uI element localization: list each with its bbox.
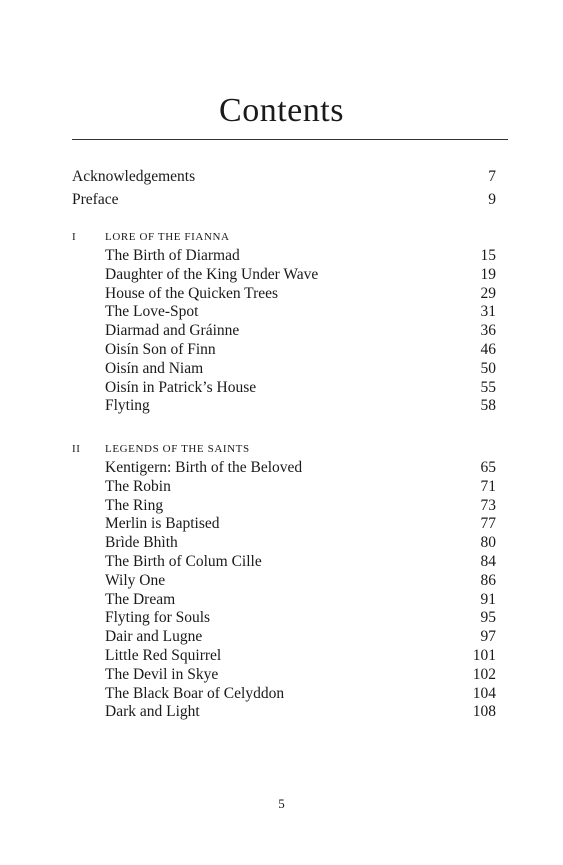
toc-entry-label: The Robin (105, 477, 171, 495)
toc-entry-page: 7 (488, 168, 496, 185)
toc-entry-label: Preface (72, 191, 119, 208)
toc-entry[interactable] (105, 703, 496, 722)
toc-entry-label: Little Red Squirrel (105, 646, 222, 664)
toc-entry-label: Brìde Bhìth (105, 534, 178, 552)
page-number: 5 (278, 796, 285, 811)
toc-entry[interactable] (105, 459, 496, 478)
toc-entry-page: 65 (480, 459, 496, 476)
toc-entry[interactable] (105, 360, 496, 379)
toc-entry-page: 50 (480, 359, 496, 377)
toc-entry-page: 102 (472, 665, 496, 683)
section-title: LEGENDS OF THE SAINTS (105, 443, 250, 455)
front-matter-list (72, 165, 496, 211)
toc-entry-page: 95 (480, 609, 496, 627)
toc-entry[interactable] (105, 685, 496, 704)
toc-entry[interactable] (105, 628, 496, 647)
toc-entry-label: The Dream (105, 590, 176, 608)
page-title: Contents (219, 92, 344, 129)
toc-entry-page: 80 (480, 534, 496, 552)
toc-entry-page: 77 (480, 515, 496, 533)
toc-entry-label: Daughter of the King Under Wave (105, 265, 319, 283)
toc-entry-label: The Devil in Skye (105, 665, 219, 683)
toc-entry[interactable] (105, 666, 496, 685)
toc-entry-label: Merlin is Baptised (105, 515, 220, 533)
toc-entry[interactable] (105, 266, 496, 285)
toc-entry-label: Oisín in Patrick’s House (105, 378, 257, 396)
toc-entry-label: The Love-Spot (105, 303, 199, 321)
toc-entry[interactable] (105, 591, 496, 610)
toc-entry[interactable] (105, 397, 496, 416)
toc-entry[interactable] (105, 247, 496, 266)
toc-entry-label: The Ring (105, 496, 164, 514)
toc-entry-page: 31 (480, 303, 496, 321)
toc-entry-label: Wily One (105, 571, 166, 589)
toc-entry-page: 15 (480, 247, 496, 264)
section-entries (72, 247, 496, 416)
toc-entry-page: 84 (480, 552, 496, 570)
section-heading (72, 439, 496, 459)
toc-entry[interactable] (72, 165, 496, 188)
toc-entry[interactable] (105, 303, 496, 322)
toc-entry-label: Kentigern: Birth of the Beloved (105, 459, 303, 476)
toc-entry-label: Diarmad and Gráinne (105, 322, 240, 340)
section-lore-of-the-fianna (72, 227, 496, 416)
toc-entry-page: 36 (480, 322, 496, 340)
section-legends-of-the-saints (72, 439, 496, 722)
toc-entry-label: Oisín and Niam (105, 359, 204, 377)
toc-entry[interactable] (105, 285, 496, 304)
toc-entry-page: 91 (480, 590, 496, 608)
toc-entry-label: House of the Quicken Trees (105, 284, 279, 302)
toc-entry[interactable] (105, 341, 496, 360)
section-number: I (72, 231, 77, 243)
toc-entry[interactable] (105, 553, 496, 572)
toc-entry-page: 46 (480, 340, 496, 358)
toc-entry[interactable] (105, 609, 496, 628)
toc-entry[interactable] (105, 647, 496, 666)
toc-entry-label: Flyting for Souls (105, 609, 211, 627)
toc-entry-label: Acknowledgements (72, 168, 196, 185)
toc-entry-page: 108 (472, 703, 496, 721)
toc-entry[interactable] (105, 497, 496, 516)
toc-entry-page: 71 (480, 477, 496, 495)
toc-entry-label: Oisín Son of Finn (105, 340, 216, 358)
toc-entry[interactable] (105, 515, 496, 534)
toc-entry-label: Flyting (105, 397, 150, 415)
toc-entry-page: 58 (480, 397, 496, 415)
toc-entry-page: 19 (480, 265, 496, 283)
toc-entry[interactable] (105, 534, 496, 553)
toc-entry[interactable] (105, 322, 496, 341)
toc-entry[interactable] (105, 478, 496, 497)
toc-entry-page: 55 (480, 378, 496, 396)
section-entries (72, 459, 496, 722)
toc-entry-page: 86 (480, 571, 496, 589)
toc-entry[interactable] (105, 379, 496, 398)
toc-entry-label: Dark and Light (105, 703, 200, 721)
toc-entry[interactable] (72, 188, 496, 211)
section-heading (72, 227, 496, 247)
toc-entry-label: The Birth of Diarmad (105, 247, 240, 264)
section-title: LORE OF THE FIANNA (105, 231, 230, 243)
toc-entry-page: 9 (488, 191, 496, 208)
toc-entry-page: 104 (472, 684, 496, 702)
toc-entry-label: Dair and Lugne (105, 628, 203, 646)
title-rule (72, 139, 508, 140)
toc-entry-page: 97 (480, 628, 496, 646)
toc-entry-page: 73 (480, 496, 496, 514)
toc-entry-label: The Black Boar of Celyddon (105, 684, 285, 702)
section-number: II (72, 443, 81, 455)
toc-entry-page: 101 (472, 646, 496, 664)
toc-entry[interactable] (105, 572, 496, 591)
toc-entry-page: 29 (480, 284, 496, 302)
toc-entry-label: The Birth of Colum Cille (105, 552, 262, 570)
